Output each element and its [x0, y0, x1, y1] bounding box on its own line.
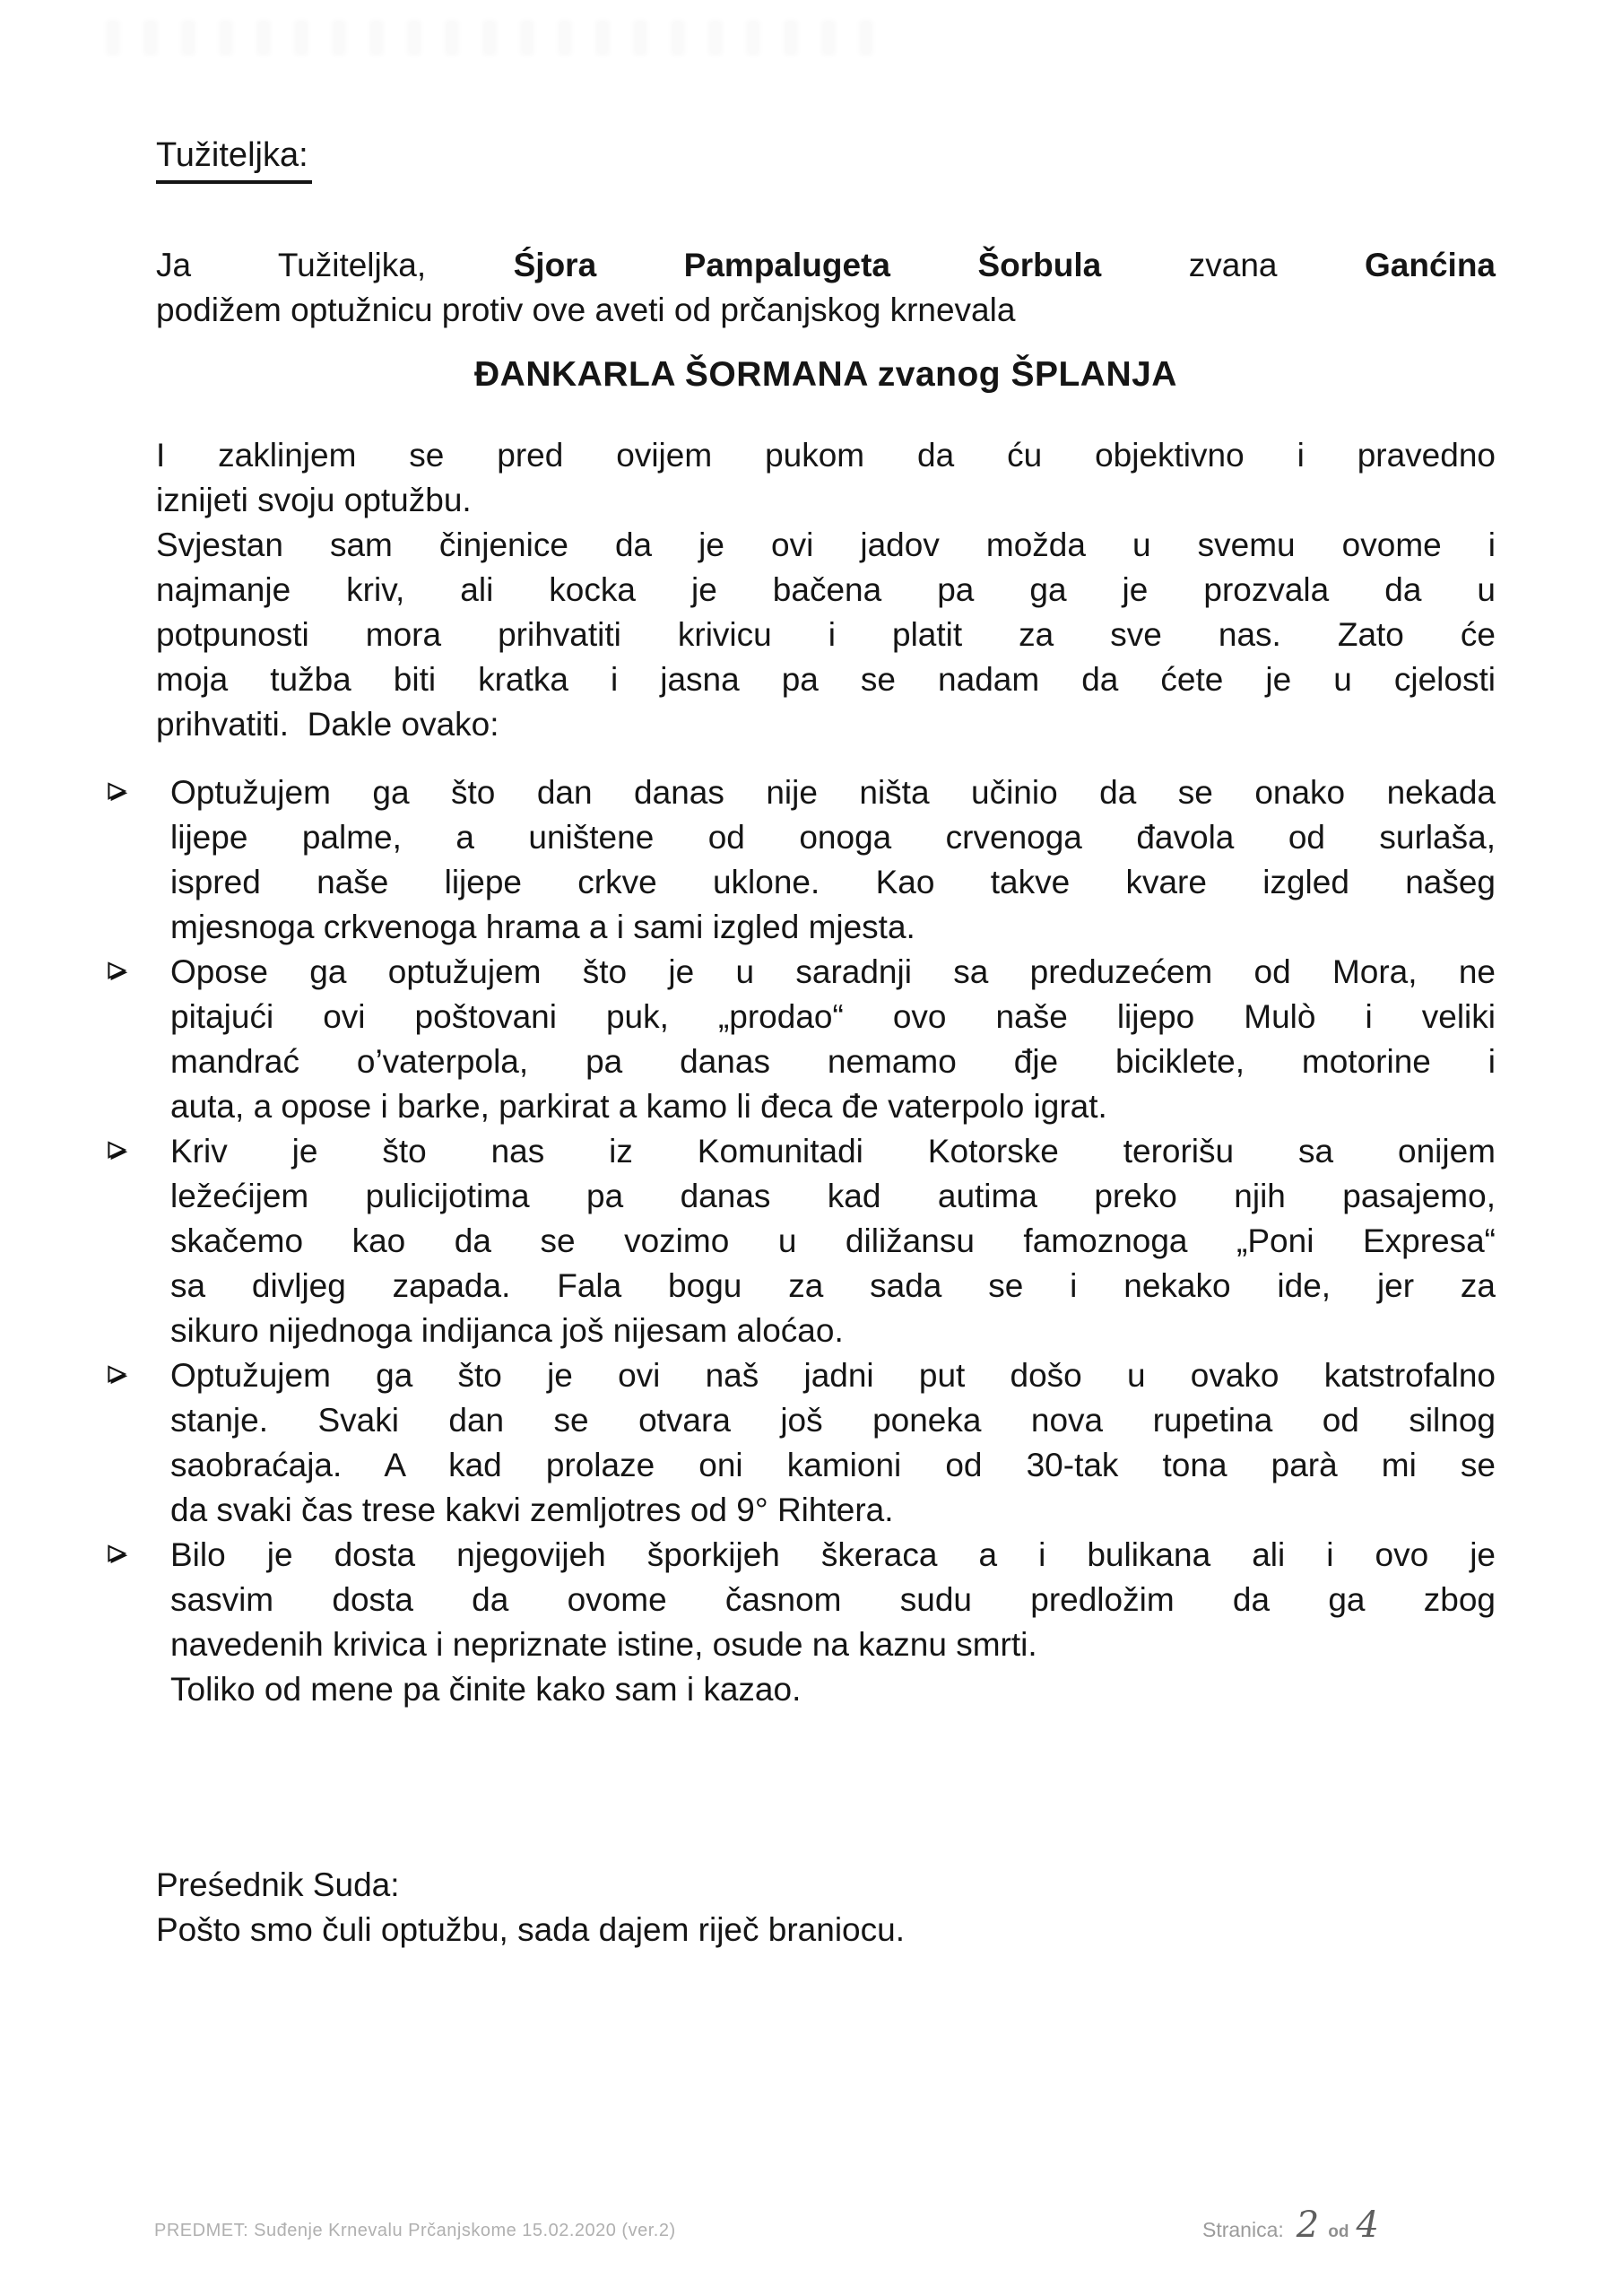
total-pages-number: 4 [1356, 2205, 1379, 2246]
text-line: da svaki čas trese kakvi zemljotres od 9° Rihtera. [170, 1492, 894, 1528]
text-line: stanje. Svaki dan se otvara još poneka nova rupetina od silnog [170, 1402, 1496, 1439]
accusation-item [156, 1533, 1496, 1712]
text-line: sa divljeg zapada. Fala bogu za sada se i nekako ide, jer za [170, 1267, 1496, 1304]
text-line: Toliko od mene pa činite kako sam i kazao. [170, 1671, 802, 1708]
accusations-list [156, 770, 1496, 1712]
text-line: skačemo kao da se vozimo u diližansu famoznoga „Poni Expresa“ [170, 1222, 1496, 1259]
accused-name-heading: ĐANKARLA ŠORMANA zvanog ŠPLANJA [474, 355, 1177, 394]
text-line: saobraćaja. A kad prolaze oni kamioni od 30-tak tona parà mi se [170, 1447, 1496, 1483]
text-line: auta, a opose i barke, parkirat a kamo li đeca đe vaterpolo igrat. [170, 1088, 1107, 1125]
current-page-number: 2 [1296, 2205, 1320, 2246]
judge-heading: Preśednik Suda: [156, 1866, 400, 1903]
text-line: potpunosti mora prihvatiti krivicu i platit za sve nas. Zato će [156, 616, 1496, 653]
text-line: ležećijem pulicijotima pa danas kad autima preko njih pasajemo, [170, 1178, 1496, 1214]
text-line: sikuro nijednoga indijanca još nijesam aloćao. [170, 1312, 844, 1349]
text-line: moja tužba biti kratka i jasna pa se nadam da ćete je u cjelosti [156, 661, 1496, 698]
arrow-bullet-icon [106, 1139, 130, 1163]
document-body [156, 133, 1496, 1952]
text-line: prihvatiti. Dakle ovako: [156, 706, 499, 743]
text-line: I zaklinjem se pred ovijem pukom da ću objektivno i pravedno [156, 437, 1496, 474]
prosecutor-nickname: Ganćina [1365, 247, 1496, 283]
page-footer [0, 2205, 1622, 2267]
arrow-bullet-icon [106, 1543, 130, 1567]
text-line: pitajući ovi poštovani puk, „prodao“ ovo naše lijepo Mulò i veliki [170, 998, 1496, 1035]
of-label: od [1328, 2222, 1349, 2241]
accusation-item [156, 770, 1496, 950]
text-line: Pošto smo čuli optužbu, sada dajem riječ braniocu. [156, 1911, 905, 1948]
text-line: Svjestan sam činjenice da je ovi jadov možda u svemu ovome i [156, 526, 1496, 563]
footer-page-indicator [1202, 2205, 1379, 2246]
arrow-bullet-icon [106, 780, 130, 804]
scan-artifact [106, 20, 877, 56]
text-line: navedenih krivica i nepriznate istine, osude na kaznu smrti. [170, 1626, 1037, 1663]
footer-case-label: PREDMET: Suđenje Krnevalu Prčanjskome 15.02.2020 (ver.2) [154, 2221, 676, 2240]
text-line: najmanje kriv, ali kocka je bačena pa ga je prozvala da u [156, 571, 1496, 608]
text-line [156, 243, 1496, 288]
prosecutor-name: Śjora Pampalugeta Šorbula [513, 247, 1102, 283]
text-line: mandrać o’vaterpola, pa danas nemamo đje biciklete, motorine i [170, 1043, 1496, 1080]
text-line: Optužujem ga što je ovi naš jadni put došo u ovako katstrofalno [170, 1357, 1496, 1394]
text-line: ispred naše lijepe crkve uklone. Kao takve kvare izgled našeg [170, 864, 1496, 900]
intro-text-1: Ja Tužiteljka, [156, 247, 514, 283]
text-line: Opose ga optužujem što je u saradnji sa preduzećem od Mora, ne [170, 953, 1496, 990]
arrow-bullet-icon [106, 1363, 130, 1387]
intro-text-2: zvana [1101, 247, 1365, 283]
page-label: Stranica: [1202, 2218, 1284, 2241]
text-line: Optužujem ga što dan danas nije ništa učinio da se onako nekada [170, 774, 1496, 811]
arrow-bullet-icon [106, 960, 130, 984]
text-line: iznijeti svoju optužbu. [156, 482, 472, 518]
prosecutor-heading: Tužiteljka: [156, 133, 312, 184]
intro-paragraph [156, 243, 1496, 333]
text-line: lijepe palme, a uništene od onoga crvenoga đavola od surlaša, [170, 819, 1496, 856]
text-line: Bilo je dosta njegovijeh šporkijeh škeraca a i bulikana ali i ovo je [170, 1536, 1496, 1573]
closing-paragraph [156, 1863, 1496, 1952]
text-line: mjesnoga crkvenoga hrama a i sami izgled mjesta. [170, 909, 915, 945]
accusation-item [156, 1129, 1496, 1353]
text-line: sasvim dosta da ovome časnom sudu predložim da ga zbog [170, 1581, 1496, 1618]
text-line: podižem optužnicu protiv ove aveti od prčanjskog krnevala [156, 291, 1016, 328]
accusation-item [156, 1353, 1496, 1533]
oath-paragraph [156, 433, 1496, 747]
accusation-item [156, 950, 1496, 1129]
text-line: Kriv je što nas iz Komunitadi Kotorske terorišu sa onijem [170, 1133, 1496, 1170]
